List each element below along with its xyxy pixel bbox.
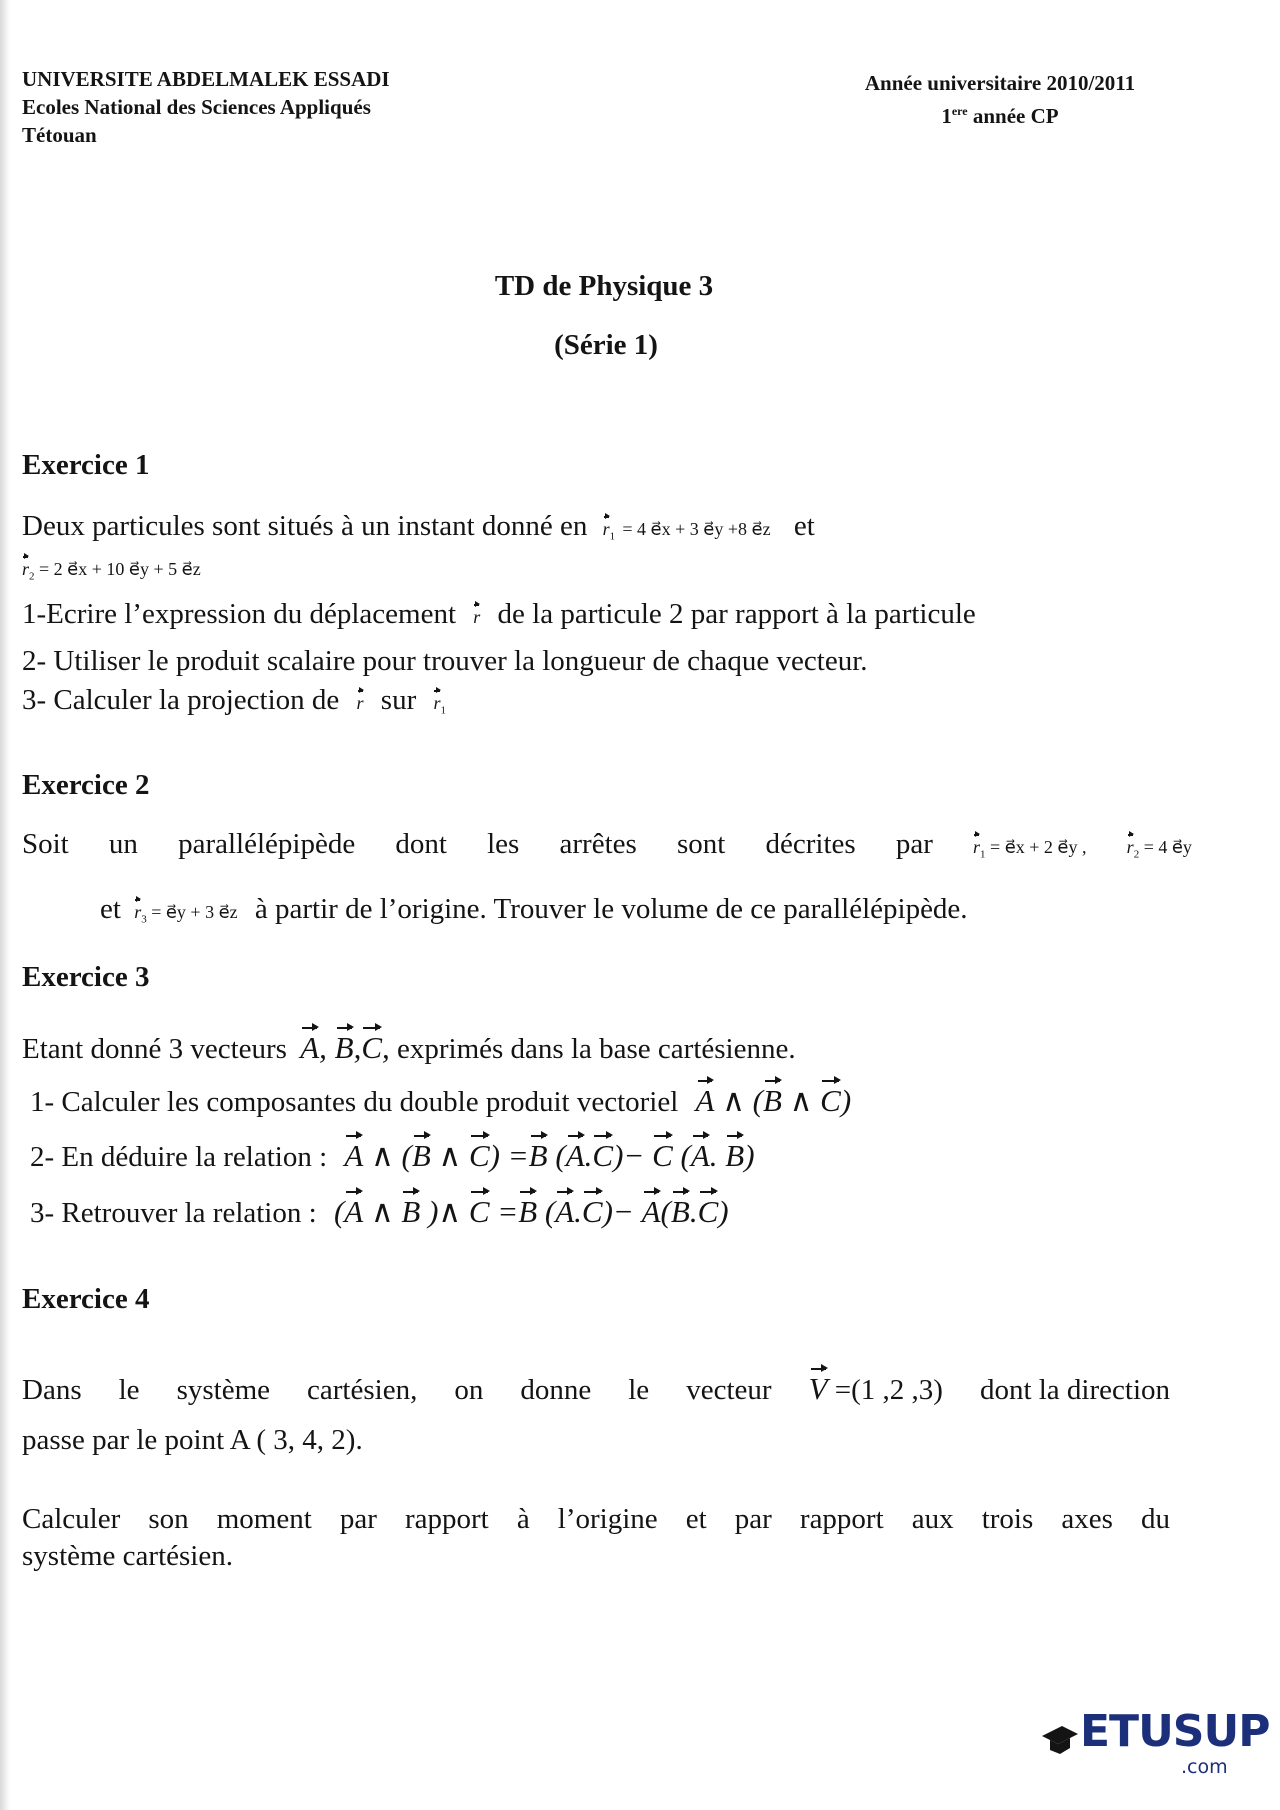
exercise-4-title: Exercice 4 [22,1283,150,1315]
word: par [734,1503,772,1535]
ex2-r1: $r_1$ = e⃗x + 2 e⃗y , [973,837,1087,861]
question-3-text-a: 3- Calculer la projection de [22,684,340,716]
word: système [176,1374,271,1406]
city-name: Tétouan [22,123,97,147]
exercise-1-intro-line [22,510,815,543]
exercise-3-question-3 [30,1194,729,1230]
exercise-3-title: Exercice 3 [22,961,150,993]
question-3-text-b: sur [380,684,417,716]
exercise-1-question-2: 2- Utiliser le produit scalaire pour trouver la longueur de chaque vecteur. [22,645,868,677]
exercise-3-question-2 [30,1138,755,1174]
ex2-line-2-text: à partir de l’origine. Trouver le volume de ce parallélépipède. [254,893,968,925]
word: aux [911,1503,954,1535]
r2-expression: = 2 e⃗x + 10 e⃗y + 5 e⃗z [39,559,201,579]
word: rapport [799,1503,884,1535]
word: le [118,1374,140,1406]
word: Calculer [22,1503,121,1535]
word: par [895,828,933,860]
ex3-q2-formula: A ∧ (B ∧ C) =B (A.C)− C (A. B) [344,1138,755,1173]
exercise-1-question-3 [22,684,446,717]
word: décrites [765,828,856,860]
exercise-4-line-1 [22,1371,1170,1407]
word: l’origine [557,1503,658,1535]
word: cartésien, [307,1374,418,1406]
word: un [108,828,138,860]
ex3-q3-formula: (A ∧ B )∧ C =B (A.C)− A(B.C) [333,1194,729,1229]
word: le [628,1374,650,1406]
r-vector-symbol-2: r [356,693,364,713]
school-name: Ecoles National des Sciences Appliqués [22,95,371,119]
r2-vector-symbol: $r_2$ [22,559,35,583]
r-vector-symbol: r [473,607,481,627]
word: les [487,828,520,860]
ex3-intro-b: exprimés dans la base cartésienne. [397,1033,796,1065]
vectors-abc: A, B,C, [300,1030,390,1065]
exercise-3-intro [22,1030,796,1066]
ex4-line-1-end: dont la direction [979,1374,1170,1406]
exercise-2-line-1 [22,828,1192,861]
class-level-text: année CP [972,104,1059,128]
exercise-1-r2-line [22,559,201,583]
ex2-r2: $r_2 = 4$ e⃗y [1126,837,1192,861]
word: son [148,1503,189,1535]
word: sont [676,828,726,860]
word: vecteur [686,1374,772,1406]
exercise-2-line-2 [100,893,968,926]
r1-vector-symbol: $r_1$ [602,519,616,543]
word: et [685,1503,707,1535]
logo-suffix: .com [1181,1756,1228,1778]
question-1-text-b: de la particule 2 par rapport à la particule [497,598,976,630]
exercise-4-line-2: passe par le point A ( 3, 4, 2). [22,1424,363,1456]
graduation-cap-icon [1040,1720,1080,1756]
exercise-1-title: Exercice 1 [22,449,150,481]
ex2-et: et [100,893,121,925]
word: par [339,1503,377,1535]
exercise-1-question-1 [22,598,976,631]
ex2-r2-expression: = 4 e⃗y [1143,837,1192,857]
word: moment [216,1503,312,1535]
exercise-1-intro: Deux particules sont situés à un instant donné en [22,510,588,542]
r1-vector-symbol-2: $r_1$ [433,693,446,717]
academic-year: Année universitaire 2010/2011 [864,71,1136,95]
word: Soit [22,828,69,860]
etusup-logo [1040,1706,1270,1778]
word: dont [395,828,447,860]
word: rapport [404,1503,489,1535]
word: parallélépipède [178,828,356,860]
word: à [516,1503,530,1535]
class-level-number: 1 [941,104,952,128]
ex2-r3-expression: = e⃗y + 3 e⃗z [151,902,238,922]
page-title: TD de Physique 3 [494,270,714,302]
word: axes [1061,1503,1113,1535]
word: donne [520,1374,592,1406]
vector-v-value: =(1 ,2 ,3) [834,1374,943,1406]
class-level-superscript: ere [951,104,968,118]
ex2-r3: $r_3$ = e⃗y + 3 e⃗z [134,902,238,926]
exercise-4-line-3 [22,1503,1170,1536]
vector-v: V =(1 ,2 ,3) [808,1371,943,1406]
word: trois [981,1503,1034,1535]
ex3-intro-a: Etant donné 3 vecteurs [22,1033,287,1065]
exercise-3-question-1 [30,1083,851,1119]
word: arrêtes [559,828,637,860]
class-level [850,97,1150,130]
word: on [454,1374,484,1406]
logo-brand: ETUSUP [1080,1706,1270,1757]
ex2-r1-expression: = e⃗x + 2 e⃗y , [990,837,1087,857]
exercise-2-title: Exercice 2 [22,769,150,801]
question-1-text-a: 1-Ecrire l’expression du déplacement [22,598,457,630]
ex3-q1-formula: A ∧ (B ∧ C) [695,1083,852,1118]
word: Dans [22,1374,82,1406]
series-subtitle: (Série 1) [554,329,658,361]
ex3-q3-text: 3- Retrouver la relation : [30,1197,317,1229]
exercise-4-line-4: système cartésien. [22,1540,233,1572]
exercise-1-et: et [793,510,815,542]
university-name: UNIVERSITE ABDELMALEK ESSADI [22,67,390,91]
word: du [1141,1503,1170,1535]
r1-expression: = 4 e⃗x + 3 e⃗y +8 e⃗z [622,519,771,539]
ex3-q1-text: 1- Calculer les composantes du double produit vectoriel [30,1086,679,1118]
ex3-q2-text: 2- En déduire la relation : [30,1141,328,1173]
